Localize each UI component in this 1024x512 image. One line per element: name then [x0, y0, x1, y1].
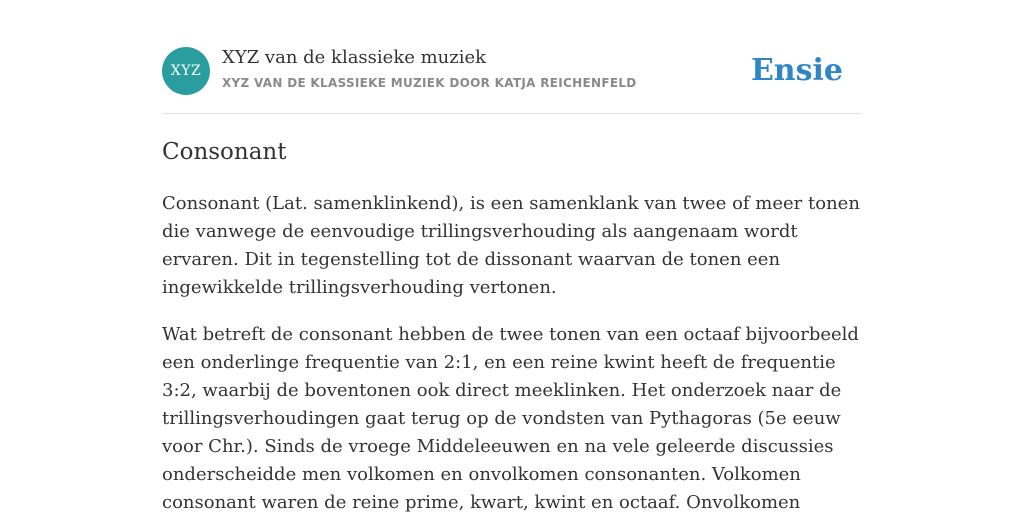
source-subtitle: XYZ VAN DE KLASSIEKE MUZIEK DOOR KATJA REICHENFELD	[222, 76, 637, 90]
article-title: Consonant	[162, 139, 287, 165]
article-paragraph: Wat betreft de consonant hebben de twee tonen van een octaaf bijvoorbeeld een onderlinge frequentie van 2:1, en een reine kwint heeft de frequentie 3:2, waarbij de boventonen ook direct meeklinken. Het onderzoek naar de trillingsverhoudingen gaat terug op de vondsten van Pythagoras (5e eeuw voor Chr.). Sinds de vroege Middeleeuwen en na vele geleerde discussies onderscheidde men volkomen en onvolkomen consonanten. Volkomen consonant waren de reine prime, kwart, kwint en octaaf. Onvolkomen	[162, 324, 859, 512]
source-avatar[interactable]: XYZ	[162, 47, 210, 95]
article-body	[162, 190, 862, 512]
source-header	[162, 47, 862, 114]
ensie-logo[interactable]: Ensie	[750, 53, 843, 88]
source-title-link[interactable]: XYZ van de klassieke muziek	[222, 47, 487, 68]
article-paragraph: Consonant (Lat. samenklinkend), is een samenklank van twee of meer tonen die vanwege de eenvoudige trillingsverhouding als aangenaam wordt ervaren. Dit in tegenstelling tot de dissonant waarvan de tonen een ingewikkelde trillingsverhouding vertonen.	[162, 193, 860, 298]
